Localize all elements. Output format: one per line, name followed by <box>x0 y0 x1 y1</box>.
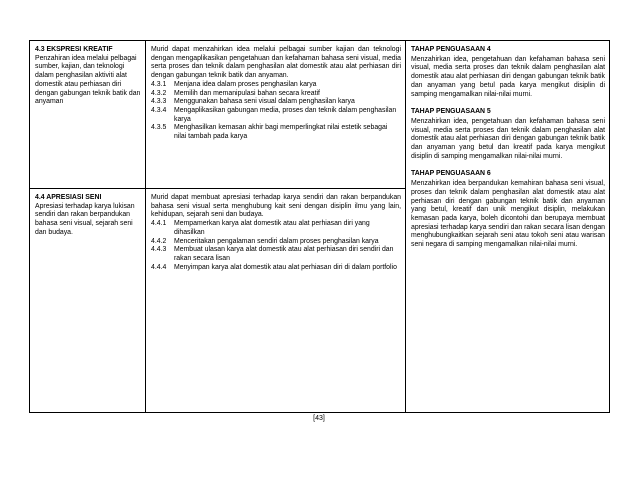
item-number: 4.4.1 <box>151 220 167 228</box>
band-title: TAHAP PENGUASAAN 6 <box>411 170 491 178</box>
standard-description: Penzahiran idea melalui pelbagai sumber, kajian, dan teknologi dalam penghasilan aktiviti alat domestik atau perhiasan diri dengan gabungan teknik batik dan anyaman <box>35 54 141 106</box>
content-intro: Murid dapat menzahirkan idea melalui pelbagai sumber kajian dan teknologi dengan mengaplikasikan pengetahuan dan kefahaman bahasa seni visual, media serta proses dan teknik dalam penghasilan alat domestik atau alat perhiasan diri dengan gabungan teknik batik dan anyaman. <box>151 46 401 80</box>
list-item <box>151 98 401 107</box>
performance-bands-cell <box>406 41 610 413</box>
item-number: 4.3.4 <box>151 106 167 114</box>
item-number: 4.4.3 <box>151 246 167 254</box>
item-text: Memilih dan memanipulasi bahan secara kreatif <box>174 89 320 97</box>
standard-title: 4.4 APRESIASI SENI <box>35 194 102 201</box>
content-cell <box>146 41 406 189</box>
band-title: TAHAP PENGUASAAN 4 <box>411 46 491 53</box>
item-text: Menyimpan karya alat domestik atau alat perhiasan diri di dalam portfolio <box>174 263 397 271</box>
item-text: Membuat ulasan karya alat domestik atau alat perhiasan diri sendiri dan rakan secara lisan <box>174 246 394 262</box>
band-description: Menzahirkan idea, pengetahuan dan kefahaman bahasa seni visual, media serta proses dan teknik dalam penghasilan alat domestik atau alat perhiasan diri dengan gabungan teknik batik dan anyaman yang betul dan kreatif pada karya mengikut disiplin di samping mengamalkan nilai-nilai murni. <box>411 117 605 160</box>
item-text: Menceritakan pengalaman sendiri dalam proses penghasilan karya <box>174 237 379 245</box>
list-item <box>151 246 401 263</box>
item-text: Menjana idea dalam proses penghasilan karya <box>174 80 317 88</box>
item-text: Mempamerkan karya alat domestik atau alat perhiasan diri yang dihasilkan <box>174 220 370 236</box>
item-number: 4.4.2 <box>151 237 167 245</box>
list-item <box>151 90 401 99</box>
band-description: Menzahirkan idea berpandukan kemahiran bahasa seni visual, proses dan teknik dalam penghasilan alat domestik atau alat perhiasan diri dengan gabungan teknik batik dan anyaman yang betul, kreatif dan unik mengikut disiplin, melakukan kemasan pada karya, boleh dicontohi dan berupaya membuat apresiasi terhadap karya sendiri dan rakan secara lisan dengan menghubungkaitkan sejarah seni atau tokoh seni atau warisan seni negara di samping mengamalkan nilai-nilai murni. <box>411 180 605 249</box>
content-cell <box>146 189 406 413</box>
performance-band <box>411 46 605 99</box>
list-item <box>151 81 401 90</box>
standard-cell <box>30 189 146 413</box>
curriculum-table <box>29 40 610 413</box>
standard-title: 4.3 EKSPRESI KREATIF <box>35 46 113 53</box>
list-item <box>151 107 401 124</box>
item-number: 4.3.3 <box>151 98 167 106</box>
item-number: 4.4.4 <box>151 263 167 271</box>
table-row <box>30 41 610 189</box>
learning-standards-list <box>151 81 401 142</box>
item-text: Menghasilkan kemasan akhir bagi memperlingkat nilai estetik sebagai nilai tambah pada karya <box>174 124 388 141</box>
item-number: 4.3.2 <box>151 89 167 97</box>
list-item <box>151 238 401 247</box>
list-item <box>151 124 401 141</box>
learning-standards-list <box>151 220 401 272</box>
standard-cell <box>30 41 146 189</box>
band-title: TAHAP PENGUASAAN 5 <box>411 108 491 116</box>
performance-band <box>411 170 605 249</box>
list-item <box>151 264 401 273</box>
page-number: [43] <box>313 415 325 422</box>
band-description: Menzahirkan idea, pengetahuan dan kefahaman bahasa seni visual, media serta proses dan teknik dalam penghasilan alat domestik atau alat perhiasan diri dengan gabungan teknik batik dan anyaman yang betul pada karya mengikut disiplin di samping mengamalkan nilai-nilai murni. <box>411 55 605 98</box>
item-text: Mengaplikasikan gabungan media, proses dan teknik dalam penghasilan karya <box>174 106 397 123</box>
standard-description: Apresiasi terhadap karya lukisan sendiri dan rakan berpandukan bahasa seni visual, sejarah seni dan budaya. <box>35 202 135 236</box>
item-number: 4.3.1 <box>151 80 167 88</box>
item-number: 4.3.5 <box>151 124 167 132</box>
content-intro: Murid dapat membuat apresiasi terhadap karya sendiri dan rakan berpandukan bahasa seni visual serta menghubung kait seni dengan disiplin ilmu yang lain, kehidupan, sejarah seni dan budaya. <box>151 194 401 219</box>
item-text: Menggunakan bahasa seni visual dalam penghasilan karya <box>174 98 355 106</box>
list-item <box>151 220 401 237</box>
performance-band <box>411 108 605 161</box>
